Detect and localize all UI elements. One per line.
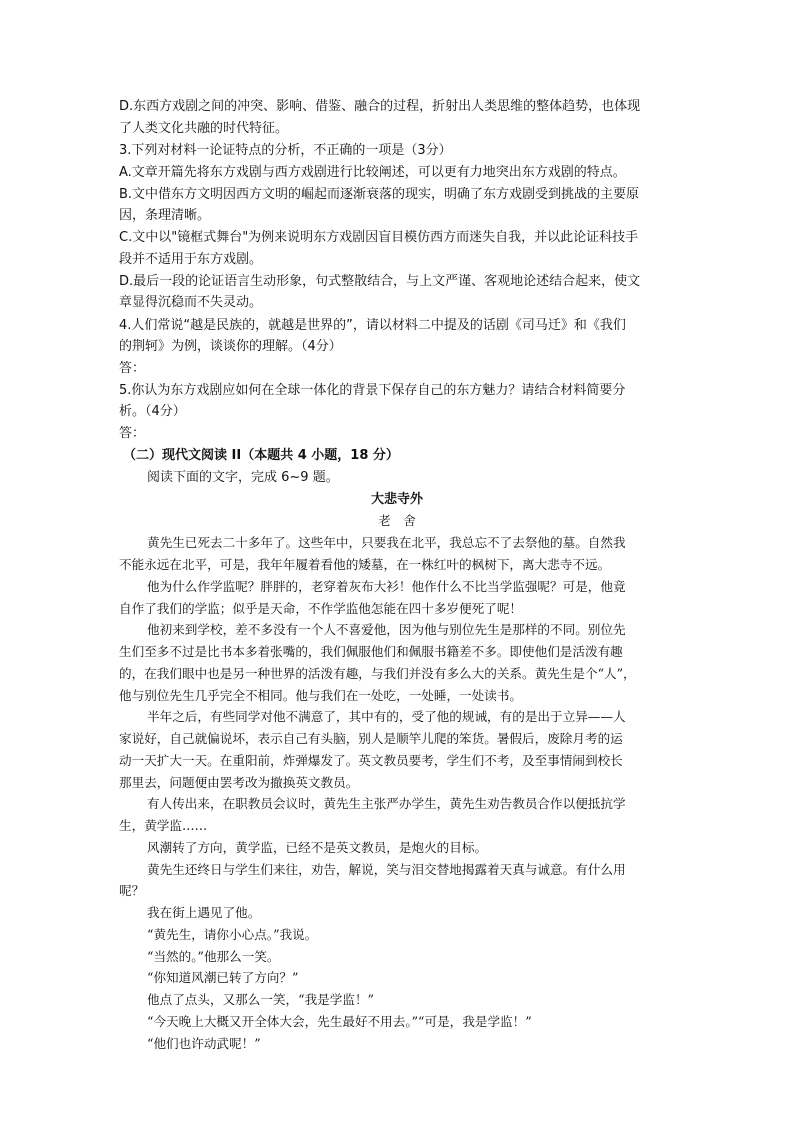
q3-option-d-line1: D.最后一段的论证语言生动形象，句式整散结合，与上文严谨、客观地论述结合起来，使文	[119, 274, 641, 289]
passage-line: 家说好，自己就偏说坏，表示自己有头脑，别人是顺竿儿爬的笨货。暑假后，废除月考的运	[119, 731, 623, 746]
passage-line: 生们至多不过是比书本多着张嘴的，我们佩服他们和佩服书籍差不多。即使他们是活泼有趣	[119, 644, 623, 659]
passage-line: 有人传出来，在职教员会议时，黄先生主张严办学生，黄先生劝告教员合作以便抵抗学	[147, 796, 626, 811]
passage-line: 生，黄学监……	[119, 818, 208, 833]
passage-line: 黄先生还终日与学生们来往，劝告，解说，笑与泪交替地揭露着天真与诚意。有什么用	[147, 862, 626, 877]
q3-option-c-line1: C.文中以"镜框式舞台"为例来说明东方戏剧因盲目模仿西方而迷失自我，并以此论证科技手	[119, 230, 639, 245]
passage-line: 风潮转了方向，黄学监，已经不是英文教员，是炮火的目标。	[147, 840, 488, 855]
passage-line: 动一天扩大一天。在重阳前，炸弹爆发了。英文教员要考，学生们不考，及至事情闹到校长	[119, 753, 623, 768]
passage-author: 老 舍	[378, 513, 416, 528]
q3-stem: 3.下列对材料一论证特点的分析，不正确的一项是（3分）	[119, 143, 452, 158]
passage-line: 他点了点头，又那么一笑，“我是学监！”	[147, 992, 374, 1007]
section-instruction: 阅读下面的文字，完成 6~9 题。	[147, 470, 339, 485]
passage-line: 他为什么作学监呢？胖胖的，老穿着灰布大衫！他作什么不比当学监强呢？可是，他竟	[147, 579, 626, 594]
passage-line: “他们也许动武呢！”	[147, 1036, 261, 1051]
q4-line1: 4.人们常说“越是民族的，就越是世界的”，请以材料二中提及的话剧《司马迁》和《我们	[119, 318, 626, 333]
passage-line: 黄先生已死去二十多年了。这些年中，只要我在北平，我总忘不了去祭他的墓。自然我	[147, 535, 626, 550]
passage-line: 不能永远在北平，可是，我年年履着看他的矮墓，在一株红叶的枫树下，离大悲寺不远。	[119, 557, 611, 572]
q3-option-d-line2: 章显得沉稳而不失灵动。	[119, 295, 263, 310]
q5-line1: 5.你认为东方戏剧应如何在全球一体化的背景下保存自己的东方魅力？请结合材料简要分	[119, 383, 626, 398]
q3-option-b-line2: 因，条理清晰。	[119, 208, 211, 223]
passage-line: 半年之后，有些同学对他不满意了，其中有的，受了他的规诫，有的是出于立异——人	[147, 709, 626, 724]
passage-line: 自作了我们的学监；似乎是天命，不作学监他怎能在四十多岁便死了呢！	[119, 601, 522, 616]
passage-line: 的，在我们眼中也是另一种世界的活泼有趣，与我们并没有多么大的关系。黄先生是个“人”，	[119, 666, 636, 681]
passage-line: 我在街上遇见了他。	[147, 905, 261, 920]
q5-line2: 析。（4分）	[119, 404, 186, 419]
q3-option-a: A.文章开篇先将东方戏剧与西方戏剧进行比较阐述，可以更有力地突出东方戏剧的特点。	[119, 165, 626, 180]
passage-line: 他与别位先生几乎完全不相同。他与我们在一处吃，一处睡，一处读书。	[119, 688, 522, 703]
q2-option-d-line2: 了人类文化共融的时代特征。	[119, 121, 289, 136]
passage-line: “今天晚上大概又开全体大会，先生最好不用去。”“可是，我是学监！”	[147, 1014, 532, 1029]
q2-option-d-line1: D.东西方戏剧之间的冲突、影响、借鉴、融合的过程，折射出人类思维的整体趋势，也体现	[119, 99, 641, 114]
passage-line: 他初来到学校，差不多没有一个人不喜爱他，因为他与别位先生是那样的不同。别位先	[147, 622, 626, 637]
passage-line: 呢？	[119, 883, 145, 898]
passage-line: “黄先生，请你小心点。”我说。	[147, 927, 318, 942]
q3-option-c-line2: 段并不适用于东方戏剧。	[119, 252, 263, 267]
q4-answer-label: 答：	[119, 361, 146, 376]
section-heading: （二）现代文阅读 II（本题共 4 小题，18 分）	[123, 448, 399, 463]
q5-answer-label: 答：	[119, 426, 146, 441]
q4-line2: 的荆轲》为例，谈谈你的理解。（4分）	[119, 339, 342, 354]
passage-line: “你知道风潮已转了方向？”	[147, 970, 299, 985]
passage-title: 大悲寺外	[370, 492, 423, 507]
passage-line: “当然的。”他那么一笑。	[147, 949, 280, 964]
q3-option-b-line1: B.文中借东方文明因西方文明的崛起而逐渐衰落的现实，明确了东方戏剧受到挑战的主要原	[119, 187, 640, 202]
passage-line: 那里去，问题便由罢考改为撤换英文教员。	[119, 775, 359, 790]
